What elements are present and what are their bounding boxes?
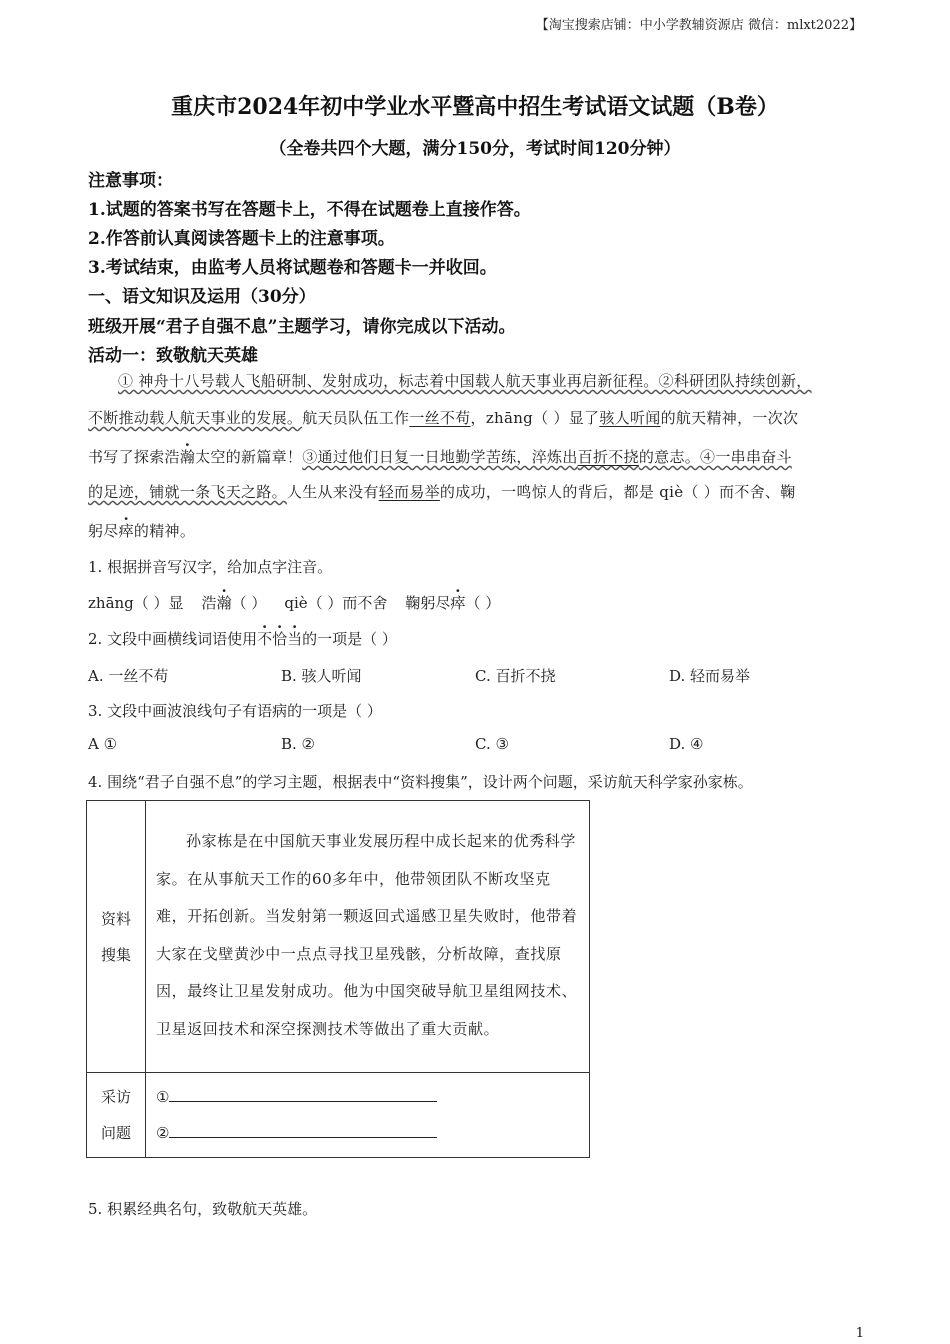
option-a[interactable]: A ① xyxy=(88,735,118,753)
blank-qie: qiè（ ）而不舍 xyxy=(284,594,388,612)
question-2-stem xyxy=(88,628,397,649)
option-a[interactable]: A. 一丝不苟 xyxy=(88,667,169,685)
blank-hao-text: 浩 xyxy=(201,594,217,612)
dotted-char: 瀚 xyxy=(216,594,232,612)
passage-text: 人生从来没有 xyxy=(286,483,379,501)
dotted-char: 瘁 xyxy=(450,594,466,612)
option-b[interactable]: B. ② xyxy=(281,735,316,753)
passage-line-2 xyxy=(88,407,798,428)
option-d[interactable]: D. ④ xyxy=(669,735,704,753)
notes-heading: 注意事项： xyxy=(88,171,173,191)
label-line: 问题 xyxy=(100,1124,131,1142)
underlined-word: 一丝不苟 xyxy=(409,409,471,427)
answer-blank xyxy=(169,1087,437,1102)
note-item: 2.作答前认真阅读答题卡上的注意事项。 xyxy=(88,229,395,249)
table-row xyxy=(87,801,590,1073)
label-line: 搜集 xyxy=(100,945,131,964)
activity-heading: 活动一：致敬航天英雄 xyxy=(88,346,258,366)
dotted-char: 瘁 xyxy=(118,522,134,540)
section-intro: 班级开展“君子自强不息”主题学习，请你完成以下活动。 xyxy=(88,317,516,337)
passage-line-5 xyxy=(88,520,195,541)
page-number: 1 xyxy=(855,1326,864,1341)
research-content xyxy=(146,801,590,1073)
wavy-sentence xyxy=(302,448,792,466)
answer-blank xyxy=(169,1123,437,1138)
table-label xyxy=(87,801,146,1073)
option-d[interactable]: D. 轻而易举 xyxy=(669,667,751,685)
exam-subtitle: （全卷共四个大题，满分150分，考试时间120分钟） xyxy=(269,139,681,159)
passage-text: ③通过他们日复一日地勤学苦练，淬炼出 xyxy=(302,448,578,466)
wavy-sentence: 的足迹，铺就一条飞天之路。 xyxy=(88,483,287,501)
passage-text: 的成功，一鸣惊人的背后，都是 qiè（ ）而不舍、鞠 xyxy=(439,483,796,501)
label-line: 采访 xyxy=(100,1088,131,1106)
stem-text: 2. 文段中画横线词语使用 xyxy=(88,630,258,648)
passage-line-1 xyxy=(118,370,812,391)
dotted-char: 恰 xyxy=(272,630,288,648)
section-heading: 一、语文知识及运用（30分） xyxy=(88,287,316,307)
option-b[interactable]: B. 骇人听闻 xyxy=(281,667,362,685)
blank-cui-text: 鞠躬尽 xyxy=(405,594,451,612)
answer-line-1[interactable] xyxy=(156,1079,581,1115)
underlined-word: 轻而易举 xyxy=(378,483,440,501)
passage-text: 书写了探索浩 xyxy=(88,448,180,466)
note-item: 1.试题的答案书写在答题卡上，不得在试题卷上直接作答。 xyxy=(88,200,531,220)
option-c[interactable]: C. ③ xyxy=(475,735,509,753)
question-1-stem: 1. 根据拼音写汉字，给加点字注音。 xyxy=(88,558,333,576)
question-4-stem: 4. 围绕“君子自强不息”的学习主题，根据表中“资料搜集”，设计两个问题，采访航天科学家孙家栋。 xyxy=(88,773,753,791)
dotted-char: 不 xyxy=(257,630,273,648)
table-label xyxy=(87,1073,146,1158)
blank-zhang: zhāng（ ）显 xyxy=(88,594,184,612)
blank-hao-paren: （ ） xyxy=(231,594,267,612)
content-text: 孙家栋是在中国航天事业发展历程中成长起来的优秀科学家。在从事航天工作的60多年中，他带领团队不断攻坚克难，开拓创新。当发射第一颗返回式遥感卫星失败时，他带着大家在戈壁黄沙中一点点寻找卫星残骸，分析故障，查找原因，最终让卫星发射成功。他为中国突破导航卫星组网技术、卫星返回技术和深空探测技术等做出了重大贡献。 xyxy=(156,832,578,1038)
answer-marker: ② xyxy=(156,1124,170,1142)
stem-text: 的一项是（ ） xyxy=(302,630,397,648)
passage-text: 的精神。 xyxy=(133,522,196,540)
answer-line-2[interactable] xyxy=(156,1115,581,1151)
question-1-blanks xyxy=(88,592,500,613)
blank-cui-paren: （ ） xyxy=(465,594,501,612)
exam-title: 重庆市2024年初中学业水平暨高中招生考试语文试题（B卷） xyxy=(171,94,779,120)
passage-text: 太空的新篇章！ xyxy=(195,448,303,466)
note-item: 3.考试结束，由监考人员将试题卷和答题卡一并收回。 xyxy=(88,258,497,278)
question-5-stem: 5. 积累经典名句，致敬航天英雄。 xyxy=(88,1200,318,1218)
answer-marker: ① xyxy=(156,1088,170,1106)
label-line: 资料 xyxy=(100,909,131,928)
option-c[interactable]: C. 百折不挠 xyxy=(475,667,556,685)
passage-text: 航天员队伍工作 xyxy=(302,409,410,427)
passage-text: 躬尽 xyxy=(88,522,119,540)
passage-text: 的航天精神，一次次 xyxy=(660,409,799,427)
wavy-sentence: 不断推动载人航天事业的发展。 xyxy=(88,409,303,427)
dotted-char: 瀚 xyxy=(179,448,196,466)
research-table xyxy=(86,800,590,1158)
answer-cell xyxy=(146,1073,590,1158)
passage-line-3 xyxy=(88,446,792,467)
table-row xyxy=(87,1073,590,1158)
shop-header: 【淘宝搜索店铺：中小学教辅资源店 微信：mlxt2022】 xyxy=(535,18,862,33)
passage-text: 的意志。④一串串奋斗 xyxy=(638,448,792,466)
wavy-sentence: ① 神舟十八号载人飞船研制、发射成功，标志着中国载人航天事业再启新征程。②科研团队持续创新， xyxy=(118,372,812,390)
dotted-char: 当 xyxy=(287,630,303,648)
underlined-word: 骇人听闻 xyxy=(599,409,661,427)
underlined-word: 百折不挠 xyxy=(577,448,639,466)
passage-text: ，zhāng（ ）显了 xyxy=(470,409,600,427)
question-3-stem: 3. 文段中画波浪线句子有语病的一项是（ ） xyxy=(88,702,382,720)
passage-line-4 xyxy=(88,481,796,502)
